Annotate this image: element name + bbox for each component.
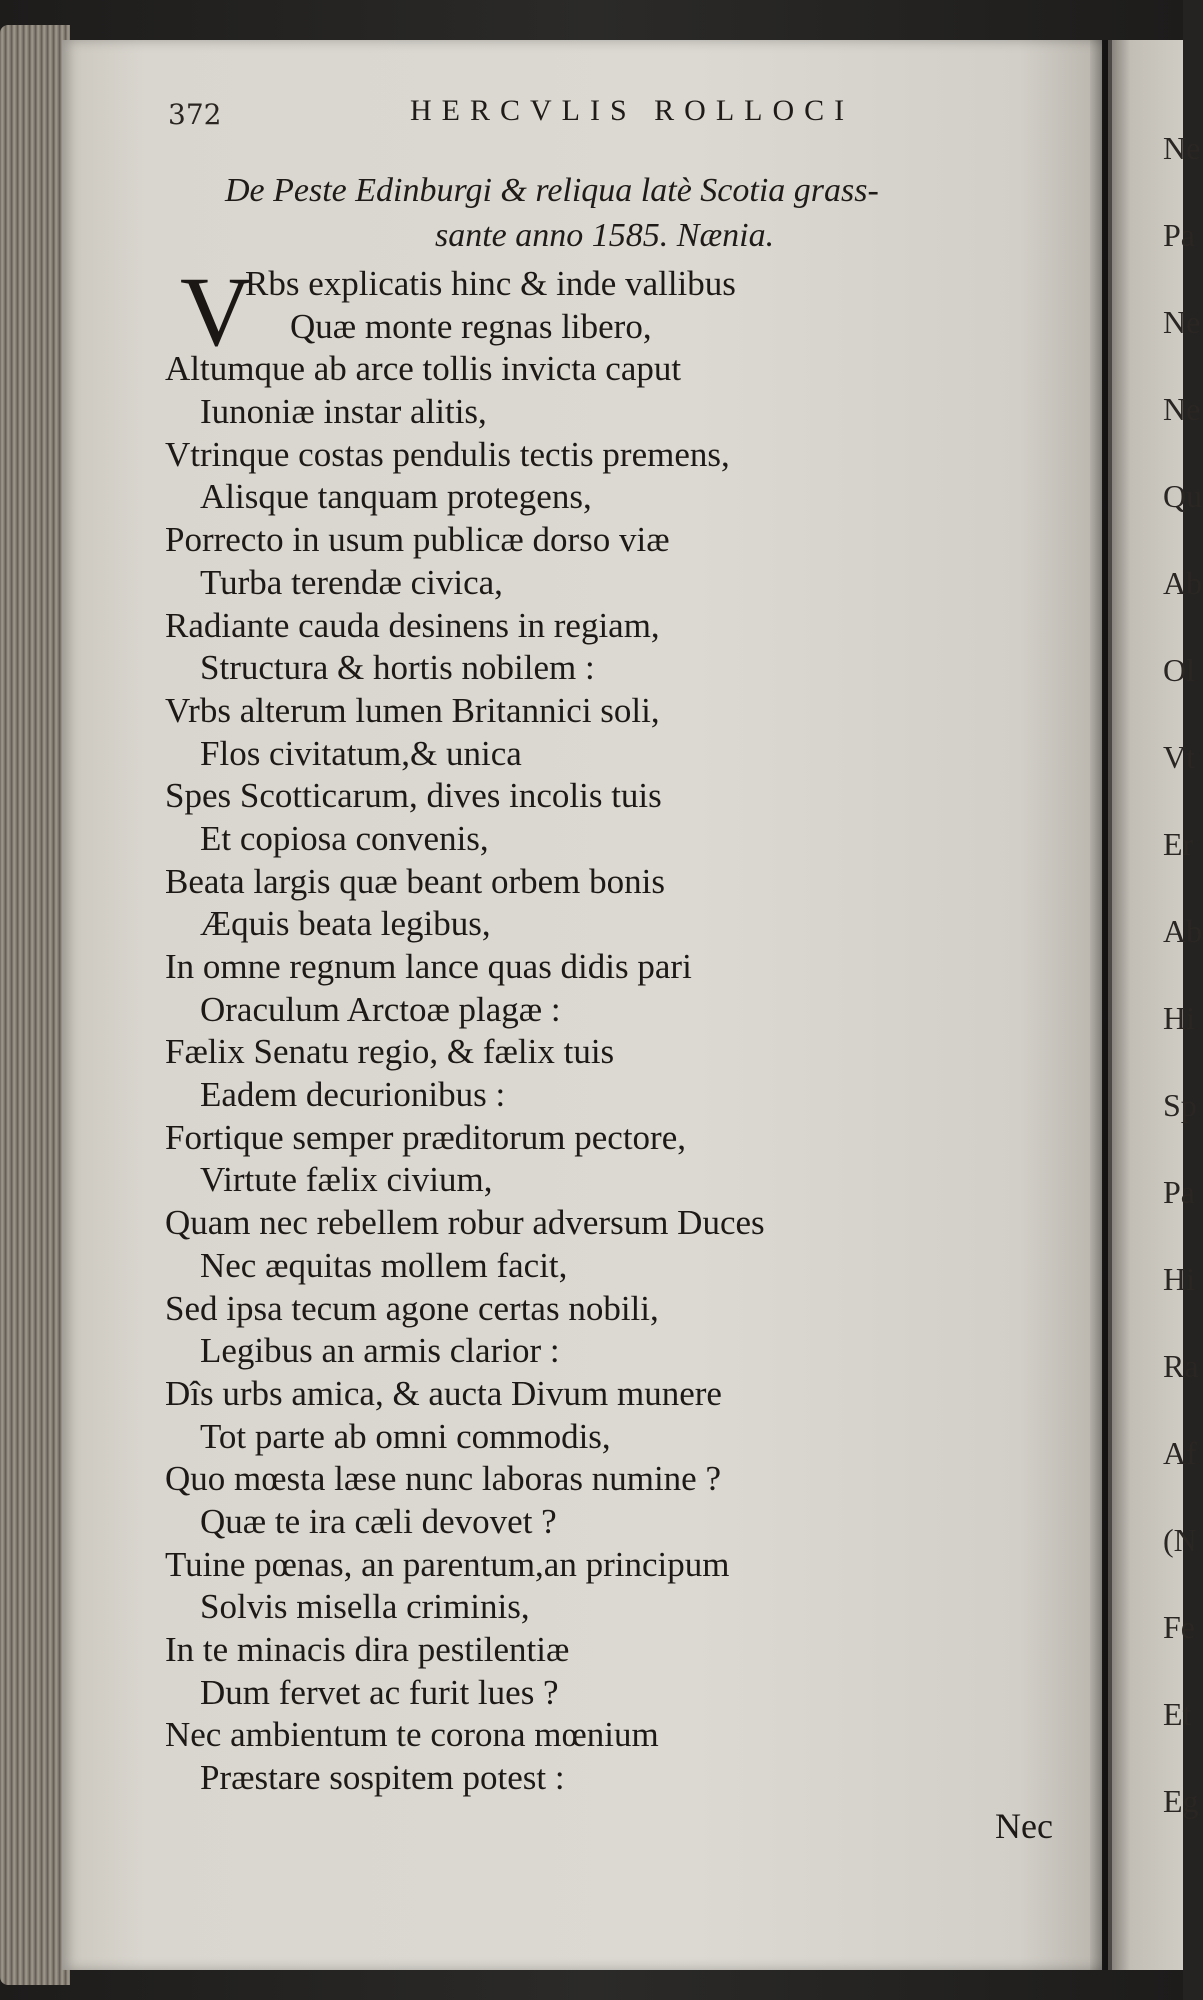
poem-line: Sed ipsa tecum agone certas nobili, xyxy=(165,1288,659,1328)
poem-line: Turba terendæ civica, xyxy=(200,562,503,602)
poem-line: Iunoniæ instar alitis, xyxy=(200,392,487,432)
poem-line: Nec æquitas mollem facit, xyxy=(200,1245,568,1285)
poem-line: Præstare sospitem potest : xyxy=(200,1758,565,1798)
poem-line: Nec ambientum te corona mœnium xyxy=(165,1715,659,1755)
edge-word: Eg xyxy=(1163,1783,1199,1819)
edge-word: Pa xyxy=(1163,217,1195,253)
poem-line: Vtrinque costas pendulis tectis premens, xyxy=(165,434,730,474)
edge-word: Vt xyxy=(1163,739,1195,775)
poem-line: Eadem decurionibus : xyxy=(200,1075,506,1115)
poem-title xyxy=(225,168,1045,258)
poem-line: Quæ monte regnas libero, xyxy=(290,306,652,346)
poem-line: Quam nec rebellem robur adversum Duces xyxy=(165,1203,765,1243)
catchword: Nec xyxy=(995,1806,1053,1846)
poem-line: Flos civitatum,& unica xyxy=(200,733,522,773)
poem-line: Legibus an armis clarior : xyxy=(200,1331,560,1371)
poem-body xyxy=(155,256,955,1800)
poem-line: Virtute fælix civium, xyxy=(200,1160,493,1200)
edge-word: Er xyxy=(1163,826,1194,862)
facing-page-edge xyxy=(1108,40,1203,1970)
edge-word: Et xyxy=(1163,1696,1192,1732)
edge-word: Ne xyxy=(1163,391,1201,427)
poem-line: Altumque ab arce tollis invicta caput xyxy=(165,349,682,389)
poem-line: In te minacis dira pestilentiæ xyxy=(165,1630,570,1669)
poem-line: Tuine pœnas, an parentum,an principum xyxy=(165,1544,730,1584)
poem-title-line-1: De Peste Edinburgi & reliqua latè Scotia grass- xyxy=(225,172,879,209)
gutter-shadow xyxy=(1090,40,1112,1970)
facing-page-words xyxy=(1163,130,1203,1870)
poem-line: Vrbs alterum lumen Britannici soli, xyxy=(165,690,660,730)
poem-line: Porrecto in usum publicæ dorso viæ xyxy=(165,520,670,560)
poem-line: Alisque tanquam protegens, xyxy=(200,477,592,517)
poem-line: In omne regnum lance quas didis pari xyxy=(165,947,692,986)
poem-line: Radiante cauda desinens in regiam, xyxy=(165,605,660,645)
poem-line: Dîs urbs amica, & aucta Divum munere xyxy=(165,1373,722,1413)
poem-title-line-2: sante anno 1585. Nænia. xyxy=(435,217,775,254)
edge-word: Sp xyxy=(1163,1087,1197,1123)
page-number: 372 xyxy=(168,98,222,131)
edge-word: Hi xyxy=(1163,1261,1195,1297)
poem-line: Solvis misella criminis, xyxy=(200,1587,530,1627)
edge-word: Pa xyxy=(1163,1174,1195,1210)
poem-line: Spes Scotticarum, dives incolis tuis xyxy=(165,776,662,816)
poem-line: Et copiosa convenis, xyxy=(200,818,489,858)
page-header xyxy=(110,90,970,130)
poem-line: Beata largis quæ beant orbem bonis xyxy=(165,861,665,901)
poem-line: Tot parte ab omni commodis, xyxy=(200,1416,611,1456)
poem-line: Rbs explicatis hinc & inde vallibus xyxy=(245,264,736,303)
poem-line: Fælix Senatu regio, & fælix tuis xyxy=(165,1032,615,1072)
poem-line: Quæ te ira cæli devovet ? xyxy=(200,1501,557,1541)
edge-word: (N xyxy=(1163,1522,1197,1558)
edge-word: Ab xyxy=(1163,913,1203,949)
poem-line: Fortique semper præditorum pectore, xyxy=(165,1117,686,1157)
edge-word: Qu xyxy=(1163,478,1203,514)
edge-word: Af xyxy=(1163,1435,1197,1471)
poem-line: Structura & hortis nobilem : xyxy=(200,648,595,688)
poem-line: Dum fervet ac furit lues ? xyxy=(200,1672,559,1712)
edge-word: Ne xyxy=(1163,130,1201,166)
running-head: HERCVLIS ROLLOCI xyxy=(410,94,855,127)
poem-line: Quo mœsta læse nunc laboras numine ? xyxy=(165,1459,722,1499)
edge-word: Ne xyxy=(1163,304,1201,340)
poem-line: Æquis beata legibus, xyxy=(200,904,491,944)
edge-word: Ra xyxy=(1163,1348,1199,1384)
poem-line: Oraculum Arctoæ plagæ : xyxy=(200,989,561,1029)
drop-initial: V xyxy=(180,256,253,367)
edge-word: Fe xyxy=(1163,1609,1195,1645)
book-binding-edge xyxy=(0,25,70,1985)
edge-word: Ol xyxy=(1163,652,1195,688)
edge-word: Ab xyxy=(1163,565,1203,601)
edge-word: Hi xyxy=(1163,1000,1195,1036)
